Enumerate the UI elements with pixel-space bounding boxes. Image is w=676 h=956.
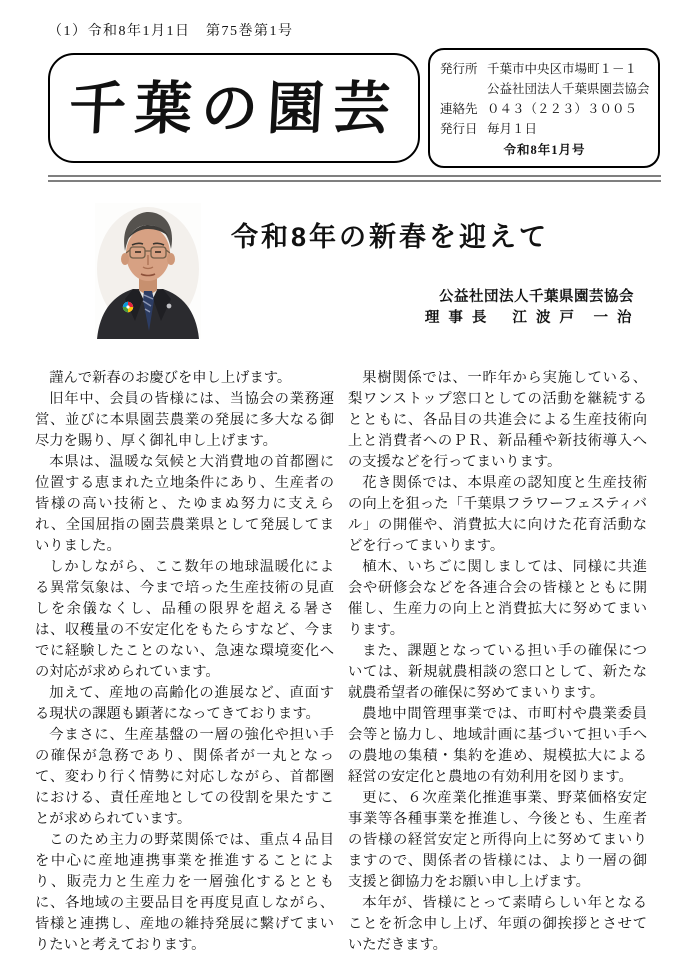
article-body	[35, 368, 647, 956]
publisher-address: 千葉市中央区市場町１－１	[487, 62, 638, 76]
article-column-left	[35, 368, 334, 956]
chairman-photo	[95, 203, 201, 339]
paragraph: 植木、いちごに関しましては、同様に共進会や研修会などを各連合会の皆様とともに開催し、生産力の向上と消費拡大に努めてまいります。	[348, 559, 647, 638]
publish-date: 毎月１日	[487, 122, 538, 136]
publisher-row	[440, 99, 649, 119]
newsletter-title: 千葉の園芸	[67, 74, 401, 142]
article-heading: 令和8年の新春を迎えて	[230, 222, 550, 252]
masthead-title-box	[48, 53, 420, 163]
paragraph: 本県は、温暖な気候と大消費地の首都圏に位置する恵まれた立地条件にあり、生産者の皆様の高い技術と、たゆまぬ努力に支えられ、全国屈指の園芸農業県として発展してまいりました。	[35, 454, 334, 554]
publisher-row	[440, 79, 649, 99]
paragraph: このため主力の野菜関係では、重点４品目を中心に産地連携事業を推進することにより、販売力と生産力を一層強化するとともに、各地域の主要品目を再度見直しながら、皆様と連携し、産地の維持発展に繋げてまいりたいと考えております。	[35, 832, 334, 953]
publisher-row	[440, 119, 649, 139]
paragraph: 謹んで新春のお慶びを申し上げます。	[49, 370, 292, 386]
contact-phone: ０４３（２２３）３００５	[487, 102, 638, 116]
lapel-pin-icon	[167, 304, 172, 309]
paragraph: 加えて、産地の高齢化の進展など、直面する現状の課題も顕著になってきております。	[35, 685, 334, 722]
issue-line: （1）令和8年1月1日 第75巻第1号	[48, 24, 294, 39]
publisher-info-box	[428, 48, 660, 168]
paragraph: しかしながら、ここ数年の地球温暖化による異常気象は、今まで培った生産技術の見直しを余儀なくし、品種の限界を超える暑さは、収穫量の不安定化をもたらすなど、今までに経験したことのない、急速な環境変化への対応が求められています。	[35, 559, 334, 680]
paragraph: 本年が、皆様にとって素晴らしい年となることを祈念申し上げ、年頭の御挨拶とさせていただきます。	[348, 895, 647, 953]
byline-name: 理 事 長 江 波 戸 一 治	[424, 310, 634, 326]
paragraph: また、課題となっている担い手の確保については、新規就農相談の窓口として、新たな就農希望者の確保に努めてまいります。	[348, 643, 647, 701]
contact-label: 連絡先	[440, 102, 478, 116]
paragraph: 更に、６次産業化推進事業、野菜価格安定事業等各種事業を推進し、今後とも、生産者の皆様の経営安定と所得向上に努めてまいりますので、関係者の皆様には、より一層の御支援と御協力をお願い申し上げます。	[348, 790, 647, 890]
paragraph: 果樹関係では、一昨年から実施している、梨ワンストップ窓口としての活動を継続するとともに、各品目の共進会による生産技術向上と消費者へのＰＲ、新品種や新技術導入への支援などを行ってまいります。	[348, 370, 647, 470]
publisher-label: 発行所	[440, 62, 478, 76]
publisher-row	[440, 59, 649, 79]
publisher-label	[440, 79, 480, 99]
header-divider	[48, 175, 661, 182]
sdgs-pin-icon	[123, 302, 133, 312]
chairman-portrait-illustration	[95, 203, 201, 339]
byline	[374, 287, 634, 328]
article-column-right	[348, 368, 647, 956]
publish-date-label: 発行日	[440, 122, 478, 136]
paragraph: 今まさに、生産基盤の一層の強化や担い手の確保が急務であり、関係者が一丸となって、変わり行く情勢に対応しながら、首都圏における、責任産地としての役割を果たすことが求められています。	[35, 727, 334, 827]
publisher-organization: 公益社団法人千葉県園芸協会	[487, 82, 650, 96]
paragraph: 花き関係では、本県産の認知度と生産技術の向上を狙った「千葉県フラワーフェスティバル」の開催や、消費拡大に向けた花育活動などを行ってまいります。	[348, 475, 647, 554]
paragraph: 農地中間管理事業では、市町村や農業委員会等と協力し、地域計画に基づいて担い手への農地の集積・集約を進め、規模拡大による経営の安定化と農地の有効利用を図ります。	[348, 706, 647, 785]
issue-badge: 令和8年1月号	[503, 143, 586, 157]
byline-organization: 公益社団法人千葉県園芸協会	[439, 289, 634, 305]
paragraph: 旧年中、会員の皆様には、当協会の業務運営、並びに本県園芸農業の発展に多大なる御尽力を賜り、厚く御礼申し上げます。	[35, 391, 334, 449]
